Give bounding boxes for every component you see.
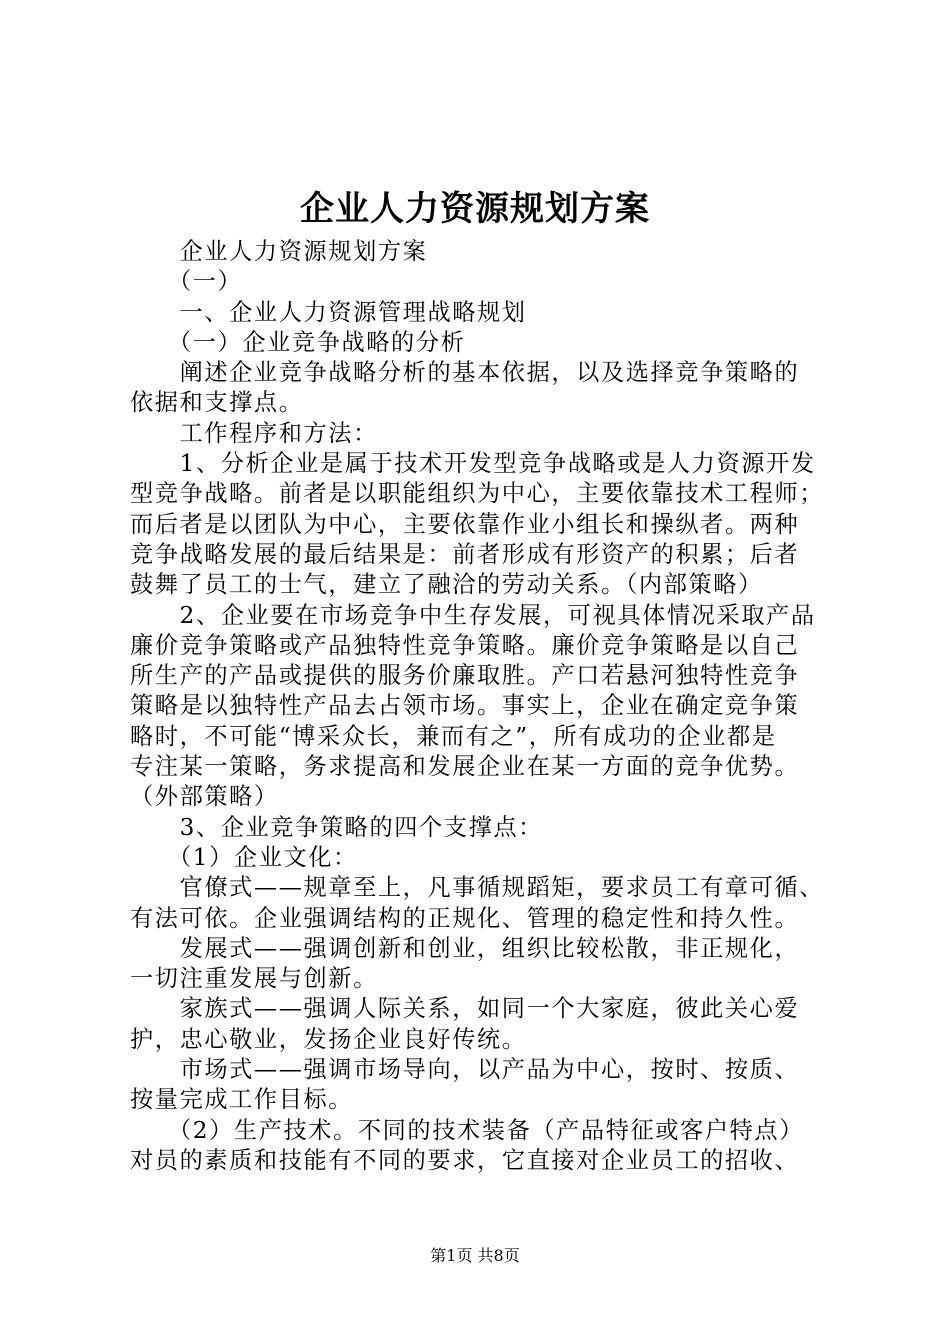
body-line: 一切注重发展与创新。 [130, 965, 378, 993]
body-line: 有法可依。企业强调结构的正规化、管理的稳定性和持久性。 [130, 904, 800, 932]
body-line: 专注某一策略，务求提高和发展企业在某一方面的竞争优势。 [130, 753, 800, 781]
body-line: 竞争战略发展的最后结果是：前者形成有形资产的积累；后者 [130, 540, 800, 568]
body-line: 鼓舞了员工的士气，建立了融洽的劳动关系。（内部策略） [130, 571, 763, 599]
body-line: 一、企业人力资源管理战略规划 [130, 298, 527, 326]
body-line: （一） [130, 268, 243, 296]
body-line: 发展式——强调创新和创业，组织比较松散，非正规化， [130, 934, 800, 962]
body-line: 策略是以独特性产品去占领市场。事实上，企业在确定竞争策 [130, 692, 800, 720]
body-line: 家族式——强调人际关系，如同一个大家庭，彼此关心爱 [130, 995, 800, 1023]
body-line: 型竞争战略。前者是以职能组织为中心，主要依靠技术工程师； [130, 480, 825, 508]
body-line: （1）企业文化： [130, 843, 358, 871]
body-line: 3、企业竞争策略的四个支撑点： [130, 813, 543, 841]
body-line: 2、企业要在市场竞争中生存发展，可视具体情况采取产品 [130, 601, 816, 629]
body-line: 对员的素质和技能有不同的要求，它直接对企业员工的招收、 [130, 1146, 800, 1174]
body-line: 工作程序和方法： [130, 419, 378, 447]
body-line: 官僚式——规章至上，凡事循规蹈矩，要求员工有章可循、 [130, 874, 825, 902]
body-line: 1、分析企业是属于技术开发型竞争战略或是人力资源开发 [130, 450, 816, 478]
body-line: （一）企业竞争战略的分析 [130, 328, 466, 356]
body-line: 市场式——强调市场导向，以产品为中心，按时、按质、 [130, 1056, 800, 1084]
page-number-footer: 第1页 共8页 [430, 1246, 520, 1265]
body-line: 廉价竞争策略或产品独特性竞争策略。廉价竞争策略是以自己 [130, 631, 800, 659]
body-line: （2）生产技术。不同的技术装备（产品特征或客户特点） [130, 1116, 805, 1144]
body-line: 依据和支撑点。 [130, 389, 304, 417]
body-line: 所生产的产品或提供的服务价廉取胜。产口若悬河独特性竞争 [130, 662, 800, 690]
body-line: 护，忠心敬业，发扬企业良好传统。 [130, 1025, 527, 1053]
body-line: 按量完成工作目标。 [130, 1086, 354, 1114]
document-body [130, 237, 840, 1176]
body-line: 而后者是以团队为中心，主要依靠作业小组长和操纵者。两种 [130, 510, 800, 538]
body-line: 略时，不可能“博采众长，兼而有之”，所有成功的企业都是 [130, 722, 777, 750]
body-line: 企业人力资源规划方案 [130, 238, 428, 265]
body-line: （外部策略） [130, 783, 279, 811]
body-line: 阐述企业竞争战略分析的基本依据，以及选择竞争策略的 [130, 359, 800, 387]
document-title: 企业人力资源规划方案 [300, 189, 650, 229]
